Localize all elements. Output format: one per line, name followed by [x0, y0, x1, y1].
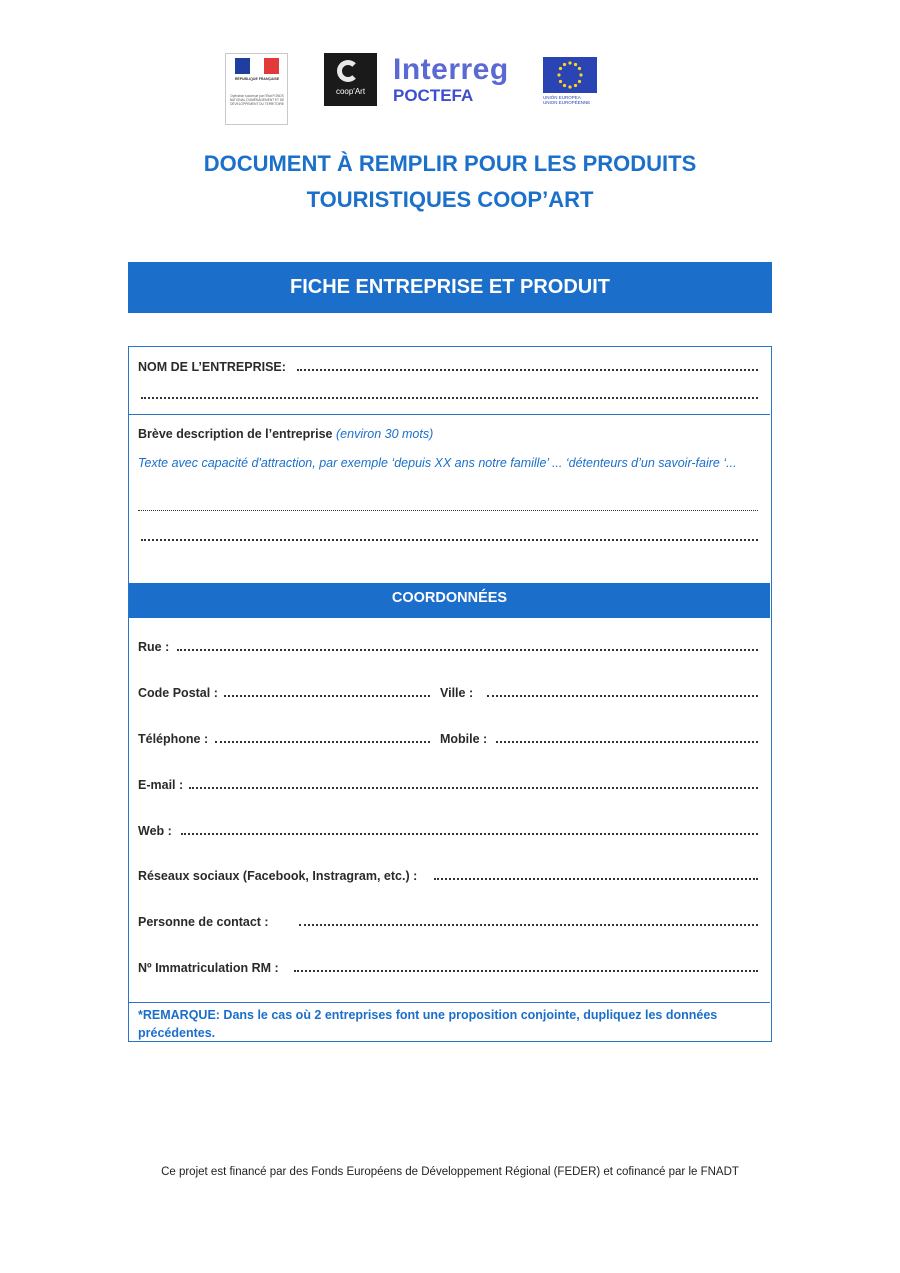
phone-field[interactable]: [215, 741, 430, 743]
description-label-text: Brève description de l’entreprise: [138, 427, 333, 441]
remark-note: *REMARQUE: Dans le cas où 2 entreprises font une proposition conjointe, dupliquez les données précédentes.: [138, 1008, 718, 1040]
street-label: Rue :: [138, 640, 170, 654]
rm-label: Nº Immatriculation RM :: [138, 961, 279, 975]
description-field-line1[interactable]: [138, 510, 758, 511]
company-name-field[interactable]: [297, 369, 758, 371]
street-field[interactable]: [177, 649, 758, 651]
section-banner: FICHE ENTREPRISE ET PRODUIT: [128, 262, 772, 313]
funding-footer: Ce projet est financé par des Fonds Européens de Développement Régional (FEDER) et cofinancé par le FNADT: [161, 1166, 739, 1178]
social-field[interactable]: [434, 878, 758, 880]
rm-field[interactable]: [294, 970, 758, 972]
city-label: Ville :: [440, 686, 474, 700]
republique-sub: Opération soutenue par l'État FONDS NATIONAL D'AMÉNAGEMENT ET DE DÉVELOPPEMENT DU TERRITOIRE: [229, 94, 285, 106]
description-field-line2[interactable]: [141, 539, 758, 541]
contact-field[interactable]: [299, 924, 758, 926]
coopart-label: coop'Art: [335, 87, 366, 96]
contact-label: Personne de contact :: [138, 915, 269, 929]
logo-bar: [0, 0, 900, 140]
title-line-2: TOURISTIQUES COOP’ART: [306, 187, 594, 212]
interreg-label: Interreg: [393, 53, 509, 86]
company-name-label: NOM DE L’ENTREPRISE:: [138, 360, 286, 374]
eu-label-fr: UNION EUROPÉENNE: [543, 100, 591, 105]
coordinates-header: COORDONNÉES: [129, 583, 770, 618]
eu-label-es: UNIÓN EUROPEA: [543, 95, 581, 100]
coopart-ring-icon: [337, 60, 359, 82]
email-field[interactable]: [189, 787, 758, 789]
social-label: Réseaux sociaux (Facebook, Instragram, etc.) :: [138, 869, 418, 883]
company-name-field-line2[interactable]: [141, 397, 758, 399]
description-label: [138, 427, 433, 441]
mobile-field[interactable]: [496, 741, 758, 743]
document-title: [0, 146, 900, 218]
interreg-logo: [393, 55, 509, 105]
title-line-1: DOCUMENT À REMPLIR POUR LES PRODUITS: [203, 151, 697, 176]
email-label: E-mail :: [138, 778, 184, 792]
republique-francaise-logo: [225, 53, 288, 125]
divider: [129, 414, 770, 415]
description-example: Texte avec capacité d'attraction, par exemple ‘depuis XX ans notre famille’ ... ‘détenteurs d’un savoir-faire ‘...: [138, 456, 737, 470]
coopart-logo: [324, 53, 377, 106]
poctefa-label: POCTEFA: [393, 86, 474, 105]
web-label: Web :: [138, 824, 172, 838]
description-hint: (environ 30 mots): [336, 427, 434, 441]
web-field[interactable]: [181, 833, 758, 835]
eu-label: [543, 95, 613, 105]
postal-code-field[interactable]: [224, 695, 430, 697]
republique-name: RÉPUBLIQUE FRANÇAISE: [234, 77, 280, 81]
mobile-label: Mobile :: [440, 732, 488, 746]
postal-code-label: Code Postal :: [138, 686, 218, 700]
eu-flag-icon: [543, 57, 597, 93]
company-form: [128, 346, 772, 1042]
phone-label: Téléphone :: [138, 732, 209, 746]
french-flag-icon: [235, 58, 279, 74]
city-field[interactable]: [487, 695, 758, 697]
divider: [129, 1002, 770, 1003]
